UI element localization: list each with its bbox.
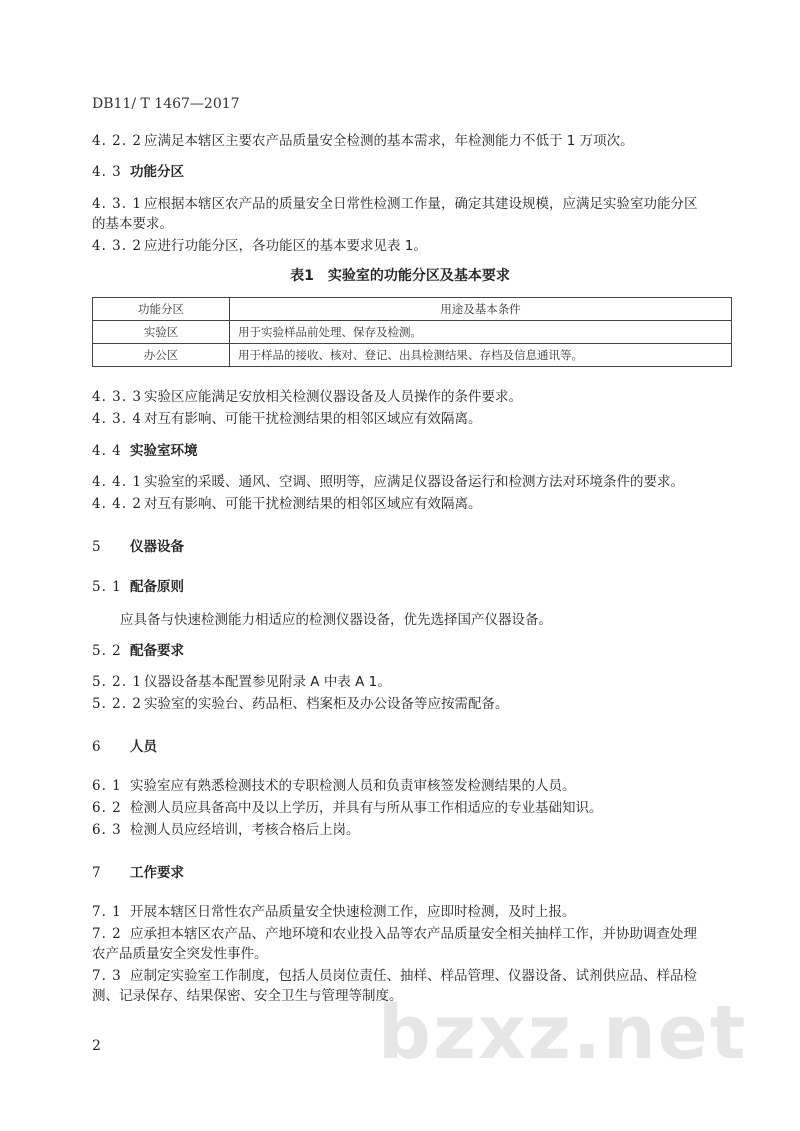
- clause-number: 4. 4. 1: [92, 474, 142, 490]
- clause-number: 6. 2: [92, 800, 122, 816]
- clause-5-2-2: [92, 694, 509, 714]
- clause-number: 4. 3. 2: [92, 238, 142, 254]
- clause-text: 实验室应有熟悉检测技术的专职检测人员和负责审核签发检测结果的人员。: [130, 778, 576, 794]
- clause-text: 对互有影响、可能干扰检测结果的相邻区域应有效隔离。: [144, 411, 482, 427]
- table-header-row: [93, 298, 732, 321]
- section-title: 功能分区: [130, 164, 184, 180]
- clause-text: 应根据本辖区农产品的质量安全日常性检测工作量，确定其建设规模，应满足实验室功能分区: [144, 196, 698, 212]
- section-heading-5-1: [92, 577, 184, 597]
- section-heading-4-4: [92, 441, 198, 461]
- site-watermark: bzxz.net: [378, 990, 748, 1076]
- table-cell: 办公区: [93, 344, 230, 367]
- section-heading-6: [92, 737, 157, 757]
- section-number: 5: [92, 539, 102, 555]
- clause-text: 检测人员应经培训，考核合格后上岗。: [130, 822, 360, 838]
- table-title: 表1 实验室的功能分区及基本要求: [290, 268, 510, 284]
- clause-number: 4. 2. 2: [92, 133, 142, 149]
- clause-number: 7. 2: [92, 926, 122, 942]
- clause-number: 7. 1: [92, 904, 122, 920]
- clause-number: 4. 3. 3: [92, 389, 142, 405]
- clause-number: 4. 4. 2: [92, 496, 142, 512]
- clause-6-3: [92, 820, 360, 840]
- table-row: [93, 321, 732, 344]
- section-title: 配备要求: [130, 643, 184, 659]
- clause-number: 4. 3. 4: [92, 411, 142, 427]
- section-heading-7: [92, 863, 184, 883]
- section-title: 工作要求: [130, 865, 184, 881]
- clause-6-1: [92, 776, 576, 796]
- section-number: 7: [92, 865, 102, 881]
- paragraph-5-1: 应具备与快速检测能力相适应的检测仪器设备，优先选择国产仪器设备。: [120, 612, 552, 628]
- clause-4-4-2: [92, 494, 482, 514]
- table-cell: 用于样品的接收、核对、登记、出具检测结果、存档及信息通讯等。: [230, 344, 732, 367]
- table-cell: 实验区: [93, 321, 230, 344]
- clause-text: 应承担本辖区农产品、产地环境和农业投入品等农产品质量安全相关抽样工作，并协助调查处理: [130, 926, 697, 942]
- section-number: 5. 2: [92, 643, 122, 659]
- section-title: 人员: [130, 739, 157, 755]
- clause-number: 5. 2. 2: [92, 696, 142, 712]
- clause-7-2-continuation: 农产品质量安全突发性事件。: [92, 946, 268, 962]
- clause-4-3-1-continuation: 的基本要求。: [92, 216, 173, 232]
- section-title: 配备原则: [130, 579, 184, 595]
- clause-text: 应进行功能分区，各功能区的基本要求见表 1。: [144, 238, 427, 254]
- clause-number: 6. 1: [92, 778, 122, 794]
- page-number: 2: [92, 1038, 101, 1054]
- clause-text: 仪器设备基本配置参见附录 A 中表 A 1。: [144, 674, 391, 690]
- section-number: 4. 3: [92, 164, 122, 180]
- clause-text: 检测人员应具备高中及以上学历，并具有与所从事工作相适应的专业基础知识。: [130, 800, 603, 816]
- section-heading-4-3: [92, 162, 184, 182]
- table-header-cell: 用途及基本条件: [230, 298, 732, 321]
- function-zone-table: [92, 297, 732, 367]
- clause-text: 对互有影响、可能干扰检测结果的相邻区域应有效隔离。: [144, 496, 482, 512]
- clause-4-3-2: [92, 236, 427, 256]
- clause-text: 开展本辖区日常性农产品质量安全快速检测工作，应即时检测，及时上报。: [130, 904, 576, 920]
- table-header-cell: 功能分区: [93, 298, 230, 321]
- clause-number: 5. 2. 1: [92, 674, 142, 690]
- clause-number: 4. 3. 1: [92, 196, 142, 212]
- clause-text: 实验室的采暖、通风、空调、照明等，应满足仪器设备运行和检测方法对环境条件的要求。: [144, 474, 684, 490]
- clause-7-3-continuation: 测、记录保存、结果保密、安全卫生与管理等制度。: [92, 988, 403, 1004]
- clause-7-1: [92, 902, 576, 922]
- table-row: [93, 344, 732, 367]
- section-number: 6: [92, 739, 102, 755]
- table-cell: 用于实验样品前处理、保存及检测。: [230, 321, 732, 344]
- clause-4-4-1: [92, 472, 684, 492]
- clause-text: 应满足本辖区主要农产品质量安全检测的基本需求，年检测能力不低于 1 万项次。: [144, 133, 634, 149]
- clause-7-2: [92, 924, 697, 944]
- clause-6-2: [92, 798, 603, 818]
- section-title: 仪器设备: [130, 539, 184, 555]
- section-title: 实验室环境: [130, 443, 198, 459]
- section-heading-5-2: [92, 641, 184, 661]
- clause-text: 实验区应能满足安放相关检测仪器设备及人员操作的条件要求。: [144, 389, 522, 405]
- clause-text: 实验室的实验台、药品柜、档案柜及办公设备等应按需配备。: [144, 696, 509, 712]
- clause-4-3-1: [92, 194, 698, 214]
- clause-4-2-2: [92, 131, 634, 151]
- section-number: 4. 4: [92, 443, 122, 459]
- section-heading-5: [92, 537, 184, 557]
- document-code: DB11/ T 1467—2017: [92, 96, 240, 112]
- clause-4-3-4: [92, 409, 482, 429]
- clause-5-2-1: [92, 672, 391, 692]
- section-number: 5. 1: [92, 579, 122, 595]
- clause-number: 6. 3: [92, 822, 122, 838]
- clause-4-3-3: [92, 387, 522, 407]
- clause-7-3: [92, 966, 697, 986]
- clause-text: 应制定实验室工作制度，包括人员岗位责任、抽样、样品管理、仪器设备、试剂供应品、样品检: [130, 968, 697, 984]
- clause-number: 7. 3: [92, 968, 122, 984]
